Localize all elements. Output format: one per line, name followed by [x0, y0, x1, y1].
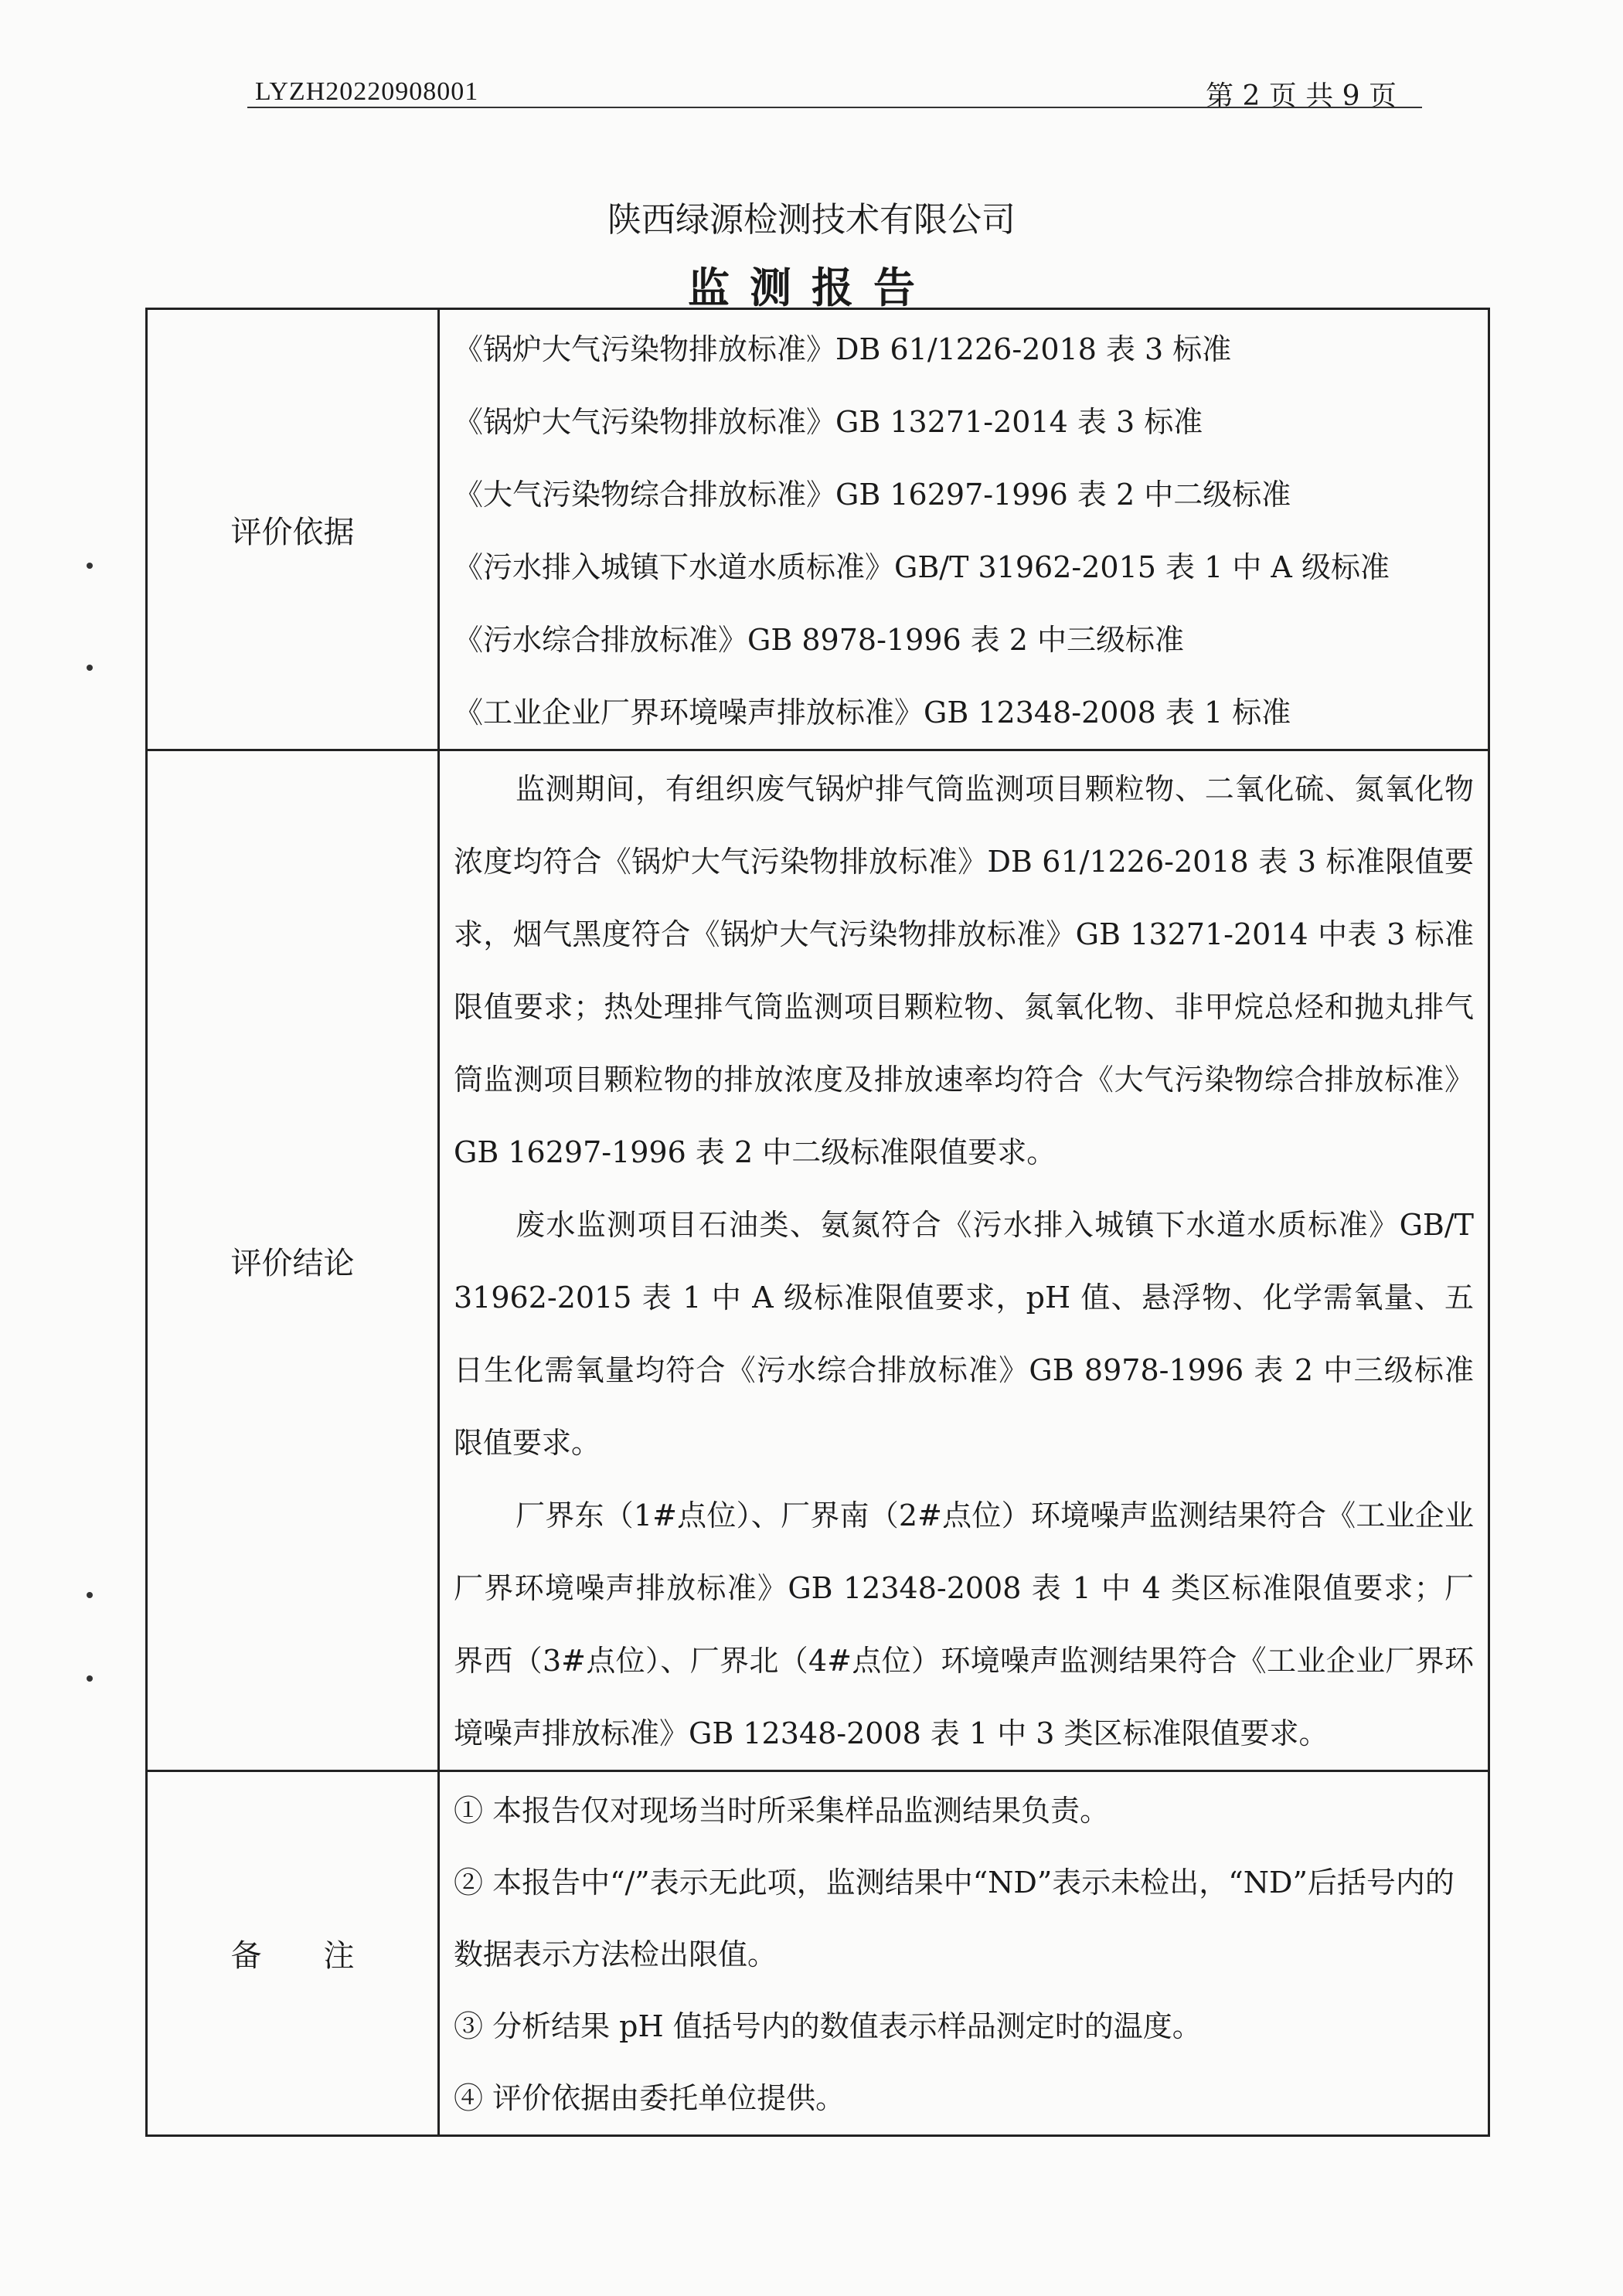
remark-item: ② 本报告中“/”表示无此项，监测结果中“ND”表示未检出，“ND”后括号内的数据表示方法检出限值。 [454, 1866, 1455, 1971]
basis-row [147, 309, 1489, 750]
conclusion-label: 评价结论 [147, 750, 439, 1771]
basis-item: 《工业企业厂界环境噪声排放标准》GB 12348-2008 表 1 标准 [454, 696, 1291, 730]
report-table [145, 308, 1490, 2137]
header-rule [247, 107, 1422, 108]
basis-content [439, 309, 1489, 750]
basis-item: 《锅炉大气污染物排放标准》GB 13271-2014 表 3 标准 [454, 405, 1203, 439]
conclusion-paragraph: 废水监测项目石油类、氨氮符合《污水排入城镇下水道水质标准》GB/T 31962-2015 表 1 中 A 级标准限值要求，pH 值、悬浮物、化学需氧量、五日生化需氧量均符合《污水综合排放标准》GB 8978-1996 表 2 中三级标准限值要求。 [454, 1208, 1474, 1460]
remarks-row [147, 1771, 1489, 2136]
margin-dot [87, 665, 93, 671]
margin-dot [87, 563, 93, 569]
margin-dot [87, 1675, 93, 1682]
basis-label: 评价依据 [147, 309, 439, 750]
conclusion-paragraph: 厂界东（1#点位）、厂界南（2#点位）环境噪声监测结果符合《工业企业厂界环境噪声排放标准》GB 12348-2008 表 1 中 4 类区标准限值要求；厂界西（3#点位）、厂界北（4#点位）环境噪声监测结果符合《工业企业厂界环境噪声排放标准》GB 12348-2008 表 1 中 3 类区标准限值要求。 [454, 1498, 1474, 1750]
basis-item: 《大气污染物综合排放标准》GB 16297-1996 表 2 中二级标准 [454, 478, 1291, 512]
remarks-label: 备 注 [147, 1771, 439, 2136]
report-number: LYZH20220908001 [255, 77, 479, 106]
remark-item: ③ 分析结果 pH 值括号内的数值表示样品测定时的温度。 [454, 2009, 1202, 2043]
conclusion-paragraph: 监测期间，有组织废气锅炉排气筒监测项目颗粒物、二氧化硫、氮氧化物浓度均符合《锅炉大气污染物排放标准》DB 61/1226-2018 表 3 标准限值要求，烟气黑度符合《锅炉大气污染物排放标准》GB 13271-2014 中表 3 标准限值要求；热处理排气筒监测项目颗粒物、氮氧化物、非甲烷总烃和抛丸排气筒监测项目颗粒物的排放浓度及排放速率均符合《大气污染物综合排放标准》GB 16297-1996 表 2 中二级标准限值要求。 [454, 772, 1474, 1169]
conclusion-row [147, 750, 1489, 1771]
report-title: 监测报告 [688, 263, 935, 312]
remark-item: ④ 评价依据由委托单位提供。 [454, 2081, 846, 2115]
conclusion-content [439, 750, 1489, 1771]
basis-item: 《污水综合排放标准》GB 8978-1996 表 2 中三级标准 [454, 623, 1185, 657]
margin-dot [87, 1592, 93, 1598]
page-indicator: 第 2 页 共 9 页 [1206, 80, 1397, 112]
company-name: 陕西绿源检测技术有限公司 [607, 200, 1016, 240]
basis-item: 《污水排入城镇下水道水质标准》GB/T 31962-2015 表 1 中 A 级标准 [454, 550, 1390, 584]
basis-item: 《锅炉大气污染物排放标准》DB 61/1226-2018 表 3 标准 [454, 332, 1232, 366]
remarks-content [439, 1771, 1489, 2136]
remark-item: ① 本报告仅对现场当时所采集样品监测结果负责。 [454, 1794, 1110, 1828]
